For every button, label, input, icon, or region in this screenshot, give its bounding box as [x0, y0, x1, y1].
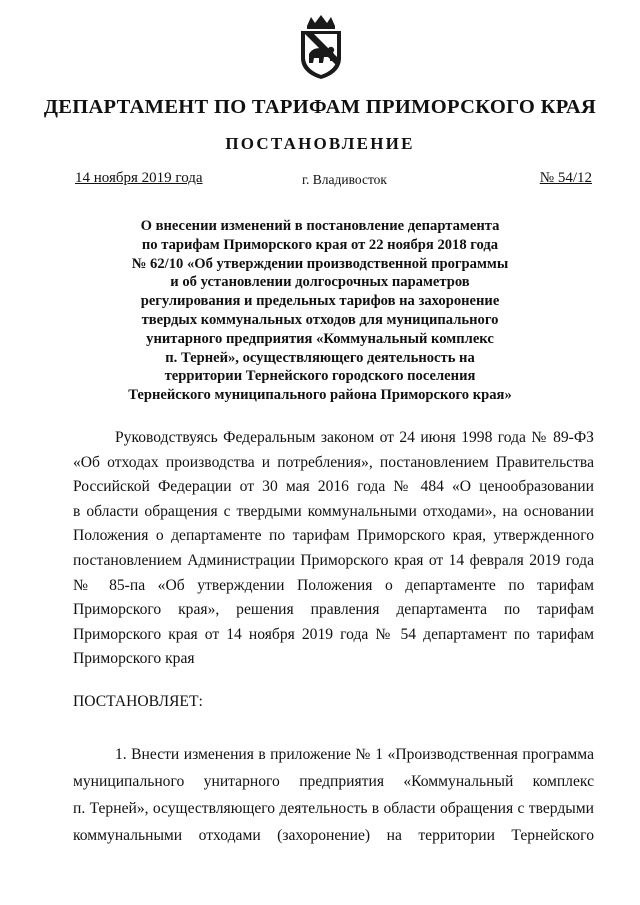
preamble-paragraph	[73, 426, 594, 672]
subject-line: и об установлении долгосрочных параметров	[170, 274, 470, 291]
preamble-line: № 85-па «Об утверждении Положения о департаменте по тарифам	[73, 576, 594, 594]
document-subject	[0, 217, 640, 405]
subject-line: О внесении изменений в постановление департамента	[140, 218, 500, 234]
point-1-line: п. Терней», осуществляющего деятельность в области обращения с твердыми	[73, 800, 594, 817]
preamble-line: Положения о департаменте по тарифам Приморского края, утвержденного	[73, 527, 594, 545]
subject-line: твердых коммунальных отходов для муниципального	[141, 311, 499, 328]
coat-of-arms-icon	[297, 14, 345, 80]
subject-line: регулирования и предельных тарифов на захоронение	[140, 293, 500, 310]
preamble-line: Руководствуясь Федеральным законом от 24 июня 1998 года № 89-ФЗ	[115, 429, 594, 446]
point-1-line: 1. Внести изменения в приложение № 1 «Производственная программа	[115, 746, 594, 763]
subject-line: по тарифам Приморского края от 22 ноября 2018 года	[141, 236, 499, 253]
subject-line: территории Тернейского городского поселения	[164, 368, 476, 385]
preamble-line: Приморского края», решения правления департамента по тарифам	[73, 601, 594, 619]
department-title: ДЕПАРТАМЕНТ ПО ТАРИФАМ ПРИМОРСКОГО КРАЯ	[43, 96, 597, 118]
document-number: № 54/12	[539, 170, 592, 186]
preamble-line: «Об отходах производства и потребления», постановлением Правительства	[73, 453, 594, 471]
preamble-line: постановлением Администрации Приморского края от 14 февраля 2019 года	[73, 551, 594, 569]
subject-line: п. Терней», осуществляющего деятельность на	[165, 349, 475, 366]
document-type: ПОСТАНОВЛЕНИЕ	[225, 134, 415, 153]
point-1-line: коммунальными отходами (захоронение) на территории Тернейского	[73, 827, 594, 844]
subject-line: № 62/10 «Об утверждении производственной программы	[131, 255, 509, 272]
preamble-line: Приморского края от 14 ноября 2019 года № 54 департамент по тарифам	[73, 625, 594, 643]
subject-line: Тернейского муниципального района Приморского края»	[128, 387, 512, 404]
document-date: 14 ноября 2019 года	[75, 170, 203, 186]
document-city: г. Владивосток	[302, 172, 387, 187]
preamble-line: в области обращения с твердыми коммунальными отходами», на основании	[73, 502, 594, 520]
resolves-heading: ПОСТАНОВЛЯЕТ:	[73, 693, 203, 710]
point-1-line: муниципального унитарного предприятия «Коммунальный комплекс	[73, 773, 594, 790]
subject-line: унитарного предприятия «Коммунальный комплекс	[146, 330, 494, 347]
preamble-line: Российской Федерации от 30 мая 2016 года № 484 «О ценообразовании	[73, 478, 594, 496]
preamble-line: Приморского края	[73, 650, 195, 668]
point-1-paragraph	[73, 741, 594, 849]
